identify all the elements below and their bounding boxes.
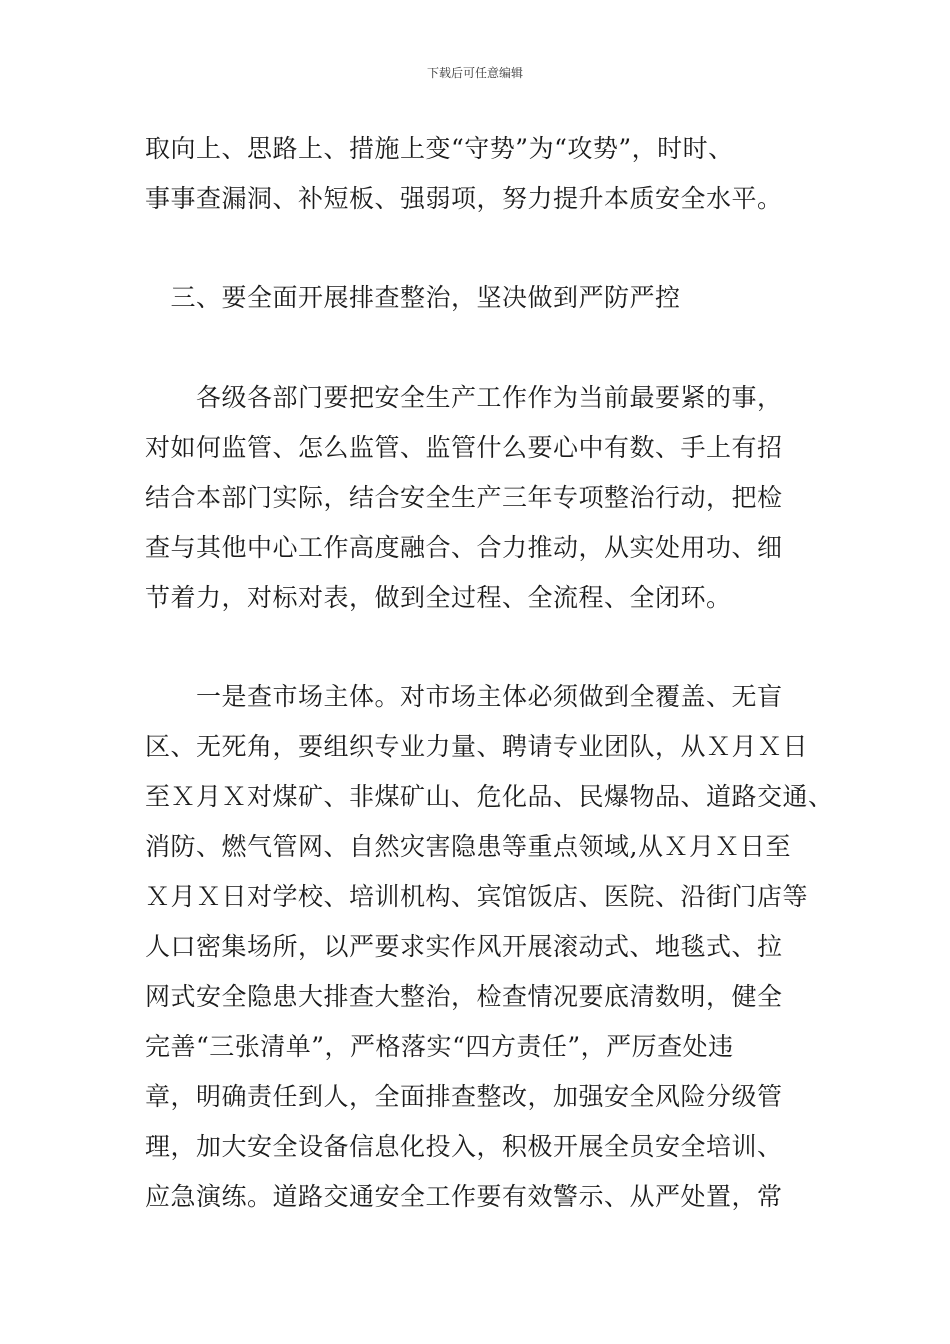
text-line: Ｘ月Ｘ日对学校、培训机构、宾馆饭店、医院、沿街门店等 [145,882,809,911]
text-line: 查与其他中心工作高度融合、合力推动，从实处用功、细 [145,533,783,562]
text-line: 一是查市场主体。对市场主体必须做到全覆盖、无盲 [145,682,783,711]
text-line: 取向上、思路上、措施上变“守势”为“攻势”，时时、 [145,134,734,163]
text-line: 结合本部门实际，结合安全生产三年专项整治行动，把检 [145,483,783,512]
page-header: 下载后可任意编辑 [426,66,523,80]
text-line: 网式安全隐患大排查大整治，检查情况要底清数明，健全 [145,982,783,1011]
text-line: 消防、燃气管网、自然灾害隐患等重点领域,从Ｘ月Ｘ日至 [145,832,791,861]
text-line: 节着力，对标对表，做到全过程、全流程、全闭环。 [145,583,732,612]
text-line: 各级各部门要把安全生产工作作为当前最要紧的事， [145,383,783,412]
section-heading: 三、要全面开展排查整治，坚决做到严防严控 [145,283,681,312]
text-line: 事事查漏洞、补短板、强弱项，努力提升本质安全水平。 [145,184,783,213]
text-line: 人口密集场所，以严要求实作风开展滚动式、地毯式、拉 [145,932,783,961]
text-line: 章，明确责任到人，全面排查整改，加强安全风险分级管 [145,1082,783,1111]
text-line: 应急演练。道路交通安全工作要有效警示、从严处置，常 [145,1182,783,1211]
text-line: 完善“三张清单”，严格落实“四方责任”，严厉查处违 [145,1032,734,1061]
text-line: 区、无死角，要组织专业力量、聘请专业团队，从Ｘ月Ｘ日 [145,732,809,761]
text-line: 至Ｘ月Ｘ对煤矿、非煤矿山、危化品、民爆物品、道路交通、 [145,782,834,811]
text-line: 理，加大安全设备信息化投入，积极开展全员安全培训、 [145,1132,783,1161]
text-line: 对如何监管、怎么监管、监管什么要心中有数、手上有招 [145,433,783,462]
